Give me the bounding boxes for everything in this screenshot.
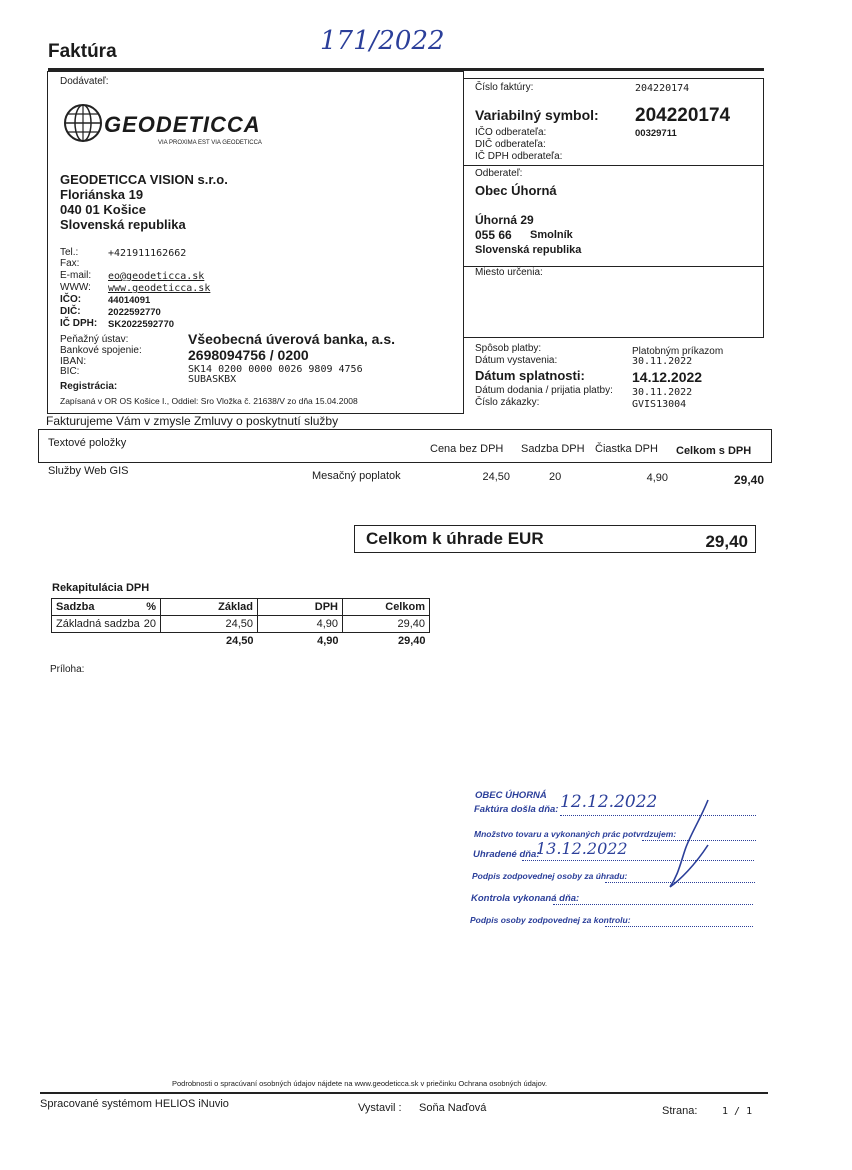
payment-method-label: Spôsob platby:	[475, 343, 542, 354]
footer-issuer-label: Vystavil :	[358, 1102, 402, 1114]
globe-icon	[62, 102, 104, 144]
item-name: Služby Web GIS	[48, 465, 129, 477]
bank-connection-label: Bankové spojenie:	[60, 345, 142, 356]
total-due-label: Celkom k úhrade EUR	[366, 529, 544, 548]
gdpr-note: Podrobnosti o spracúvaní osobných údajov nájdete na www.geodeticca.sk v priečinku Ochrana osobných údajov.	[172, 1079, 548, 1088]
footer-page-label: Strana:	[662, 1105, 698, 1117]
geodeticca-logo	[62, 102, 104, 149]
buyer-city: Smolník	[530, 229, 573, 241]
total-due-value: 29,40	[705, 532, 748, 551]
handwritten-invoice-number: 171/2022	[320, 26, 445, 56]
dic-label: DIČ:	[60, 306, 81, 317]
logo-motto: VIA PROXIMA EST VIA GEODETICCA	[158, 140, 262, 146]
www-label: WWW:	[60, 282, 91, 293]
bank-institution-label: Peňažný ústav:	[60, 334, 129, 345]
items-header-box	[38, 429, 772, 463]
icdph-label: IČ DPH:	[60, 318, 98, 329]
item-vat: 4,90	[646, 472, 668, 484]
ico-label: IČO:	[60, 294, 82, 305]
supplier-country: Slovenská republika	[60, 217, 186, 232]
buyer-street: Úhorná 29	[475, 213, 534, 227]
recap-header-rate	[52, 599, 161, 616]
buyer-name: Obec Úhorná	[475, 183, 557, 198]
destination-label: Miesto určenia:	[475, 267, 543, 278]
bic-label: BIC:	[60, 366, 80, 377]
supplier-name: GEODETICCA VISION s.r.o.	[60, 172, 228, 187]
col-header-total: Celkom s DPH	[676, 445, 752, 457]
iban-value: SK14 0200 0000 0026 9809 4756	[188, 364, 363, 375]
invoice-number-label: Číslo faktúry:	[475, 82, 534, 93]
attachment-label: Príloha:	[50, 664, 85, 675]
payment-divider	[463, 337, 464, 414]
buyer-dic-label: DIČ odberateľa:	[475, 139, 546, 150]
invoice-number-value: 204220174	[635, 83, 690, 94]
payment-method-value: Platobným príkazom	[632, 346, 724, 357]
buyer-zip: 055 66	[475, 228, 512, 242]
logo-text: GEODETICCA	[104, 112, 261, 137]
buyer-ico-value: 00329711	[635, 128, 677, 139]
recap-header-base: Základ	[161, 599, 258, 616]
delivery-date-label: Dátum dodania / prijatia platby:	[475, 385, 613, 396]
variable-symbol-label: Variabilný symbol:	[475, 107, 599, 123]
registration-text: Zapísaná v OR OS Košice I., Oddiel: Sro Vložka č. 21638/V zo dňa 15.04.2008	[60, 396, 358, 406]
item-note: Mesačný poplatok	[312, 470, 401, 482]
signature-mark	[640, 795, 720, 895]
stamp-check-line	[553, 904, 753, 905]
table-row	[52, 633, 430, 650]
page-title: Faktúra	[48, 41, 117, 62]
recap-sum-spacer	[52, 633, 161, 650]
stamp-received-hand: 12.12.2022	[560, 792, 658, 812]
order-number-value: GVIS13004	[632, 399, 687, 410]
stamp-check-sign-line	[605, 926, 753, 927]
issue-date-label: Dátum vystavenia:	[475, 355, 558, 366]
email-label: E-mail:	[60, 270, 92, 281]
stamp-paid-label: Uhradené dňa:	[473, 849, 540, 860]
col-header-vat: Čiastka DPH	[595, 443, 658, 455]
recap-row-rate-text: Základná sadzba	[56, 618, 140, 630]
www-link[interactable]: www.geodeticca.sk	[108, 283, 211, 294]
dic-value: 2022592770	[108, 307, 161, 318]
recap-title: Rekapitulácia DPH	[52, 582, 150, 594]
col-header-text: Textové položky	[48, 437, 127, 449]
stamp-check-label: Kontrola vykonaná dňa:	[471, 893, 580, 904]
due-date-label: Dátum splatnosti:	[475, 368, 585, 383]
buyer-ico-label: IČO odberateľa:	[475, 127, 547, 138]
item-rate: 20	[549, 471, 562, 483]
recap-sum-base: 24,50	[225, 635, 254, 647]
order-number-label: Číslo zákazky:	[475, 397, 540, 408]
tel-value: +421911162662	[108, 248, 187, 259]
buyer-label: Odberateľ:	[475, 168, 523, 179]
recap-row-rate	[52, 616, 161, 633]
col-header-rate: Sadzba DPH	[521, 443, 585, 455]
recap-sum-total: 29,40	[397, 635, 426, 647]
ico-value: 44014091	[108, 295, 151, 306]
supplier-street: Floriánska 19	[60, 187, 144, 202]
recap-header-vat: DPH	[258, 599, 343, 616]
buyer-icdph-label: IČ DPH odberateľa:	[475, 151, 563, 162]
items-intro: Fakturujeme Vám v zmysle Zmluvy o poskytnutí služby	[46, 414, 339, 428]
variable-symbol-value: 204220174	[635, 105, 731, 126]
stamp-sign-label: Podpis zodpovednej osoby za úhradu:	[472, 871, 628, 881]
recap-row-pct: 20	[143, 618, 156, 630]
footer-rule	[40, 1092, 768, 1094]
recap-sum-vat: 4,90	[317, 635, 339, 647]
stamp-paid-hand: 13.12.2022	[536, 839, 628, 858]
stamp-received-label: Faktúra došla dňa:	[474, 804, 559, 815]
footer-page: 1 / 1	[722, 1106, 753, 1117]
recap-row-total: 29,40	[343, 616, 430, 633]
recap-header-rate-text: Sadzba	[56, 601, 95, 613]
recap-header-pct: %	[146, 601, 156, 613]
recap-row-base: 24,50	[161, 616, 258, 633]
fax-label: Fax:	[60, 258, 80, 269]
recap-table	[51, 598, 430, 649]
issue-date-value: 30.11.2022	[632, 356, 693, 367]
footer-issuer: Soňa Naďová	[419, 1102, 487, 1114]
item-total: 29,40	[733, 473, 764, 487]
item-price: 24,50	[482, 471, 510, 483]
bank-account: 2698094756 / 0200	[188, 347, 309, 363]
due-date-value: 14.12.2022	[632, 369, 703, 385]
delivery-date-value: 30.11.2022	[632, 387, 693, 398]
stamp-check-sign-label: Podpis osoby zodpovednej za kontrolu:	[470, 915, 631, 925]
tel-label: Tel.:	[60, 247, 79, 258]
buyer-country: Slovenská republika	[475, 244, 582, 256]
registration-label: Registrácia:	[60, 381, 118, 392]
footer-system: Spracované systémom HELIOS iNuvio	[40, 1098, 229, 1110]
iban-label: IBAN:	[60, 356, 87, 367]
recap-header-total: Celkom	[343, 599, 430, 616]
stamp-title: OBEC ÚHORNÁ	[475, 790, 547, 801]
supplier-label: Dodávateľ:	[60, 76, 109, 87]
col-header-price: Cena bez DPH	[430, 443, 504, 455]
bank-name: Všeobecná úverová banka, a.s.	[188, 331, 395, 347]
recap-row-vat: 4,90	[258, 616, 343, 633]
email-link[interactable]: eo@geodeticca.sk	[108, 271, 205, 282]
bic-value: SUBASKBX	[188, 374, 237, 385]
supplier-city: 040 01 Košice	[60, 202, 147, 217]
icdph-value: SK2022592770	[108, 319, 175, 330]
table-row	[52, 616, 430, 633]
stamp-confirm-label: Množstvo tovaru a vykonaných prác potvrdzujem:	[474, 829, 677, 839]
